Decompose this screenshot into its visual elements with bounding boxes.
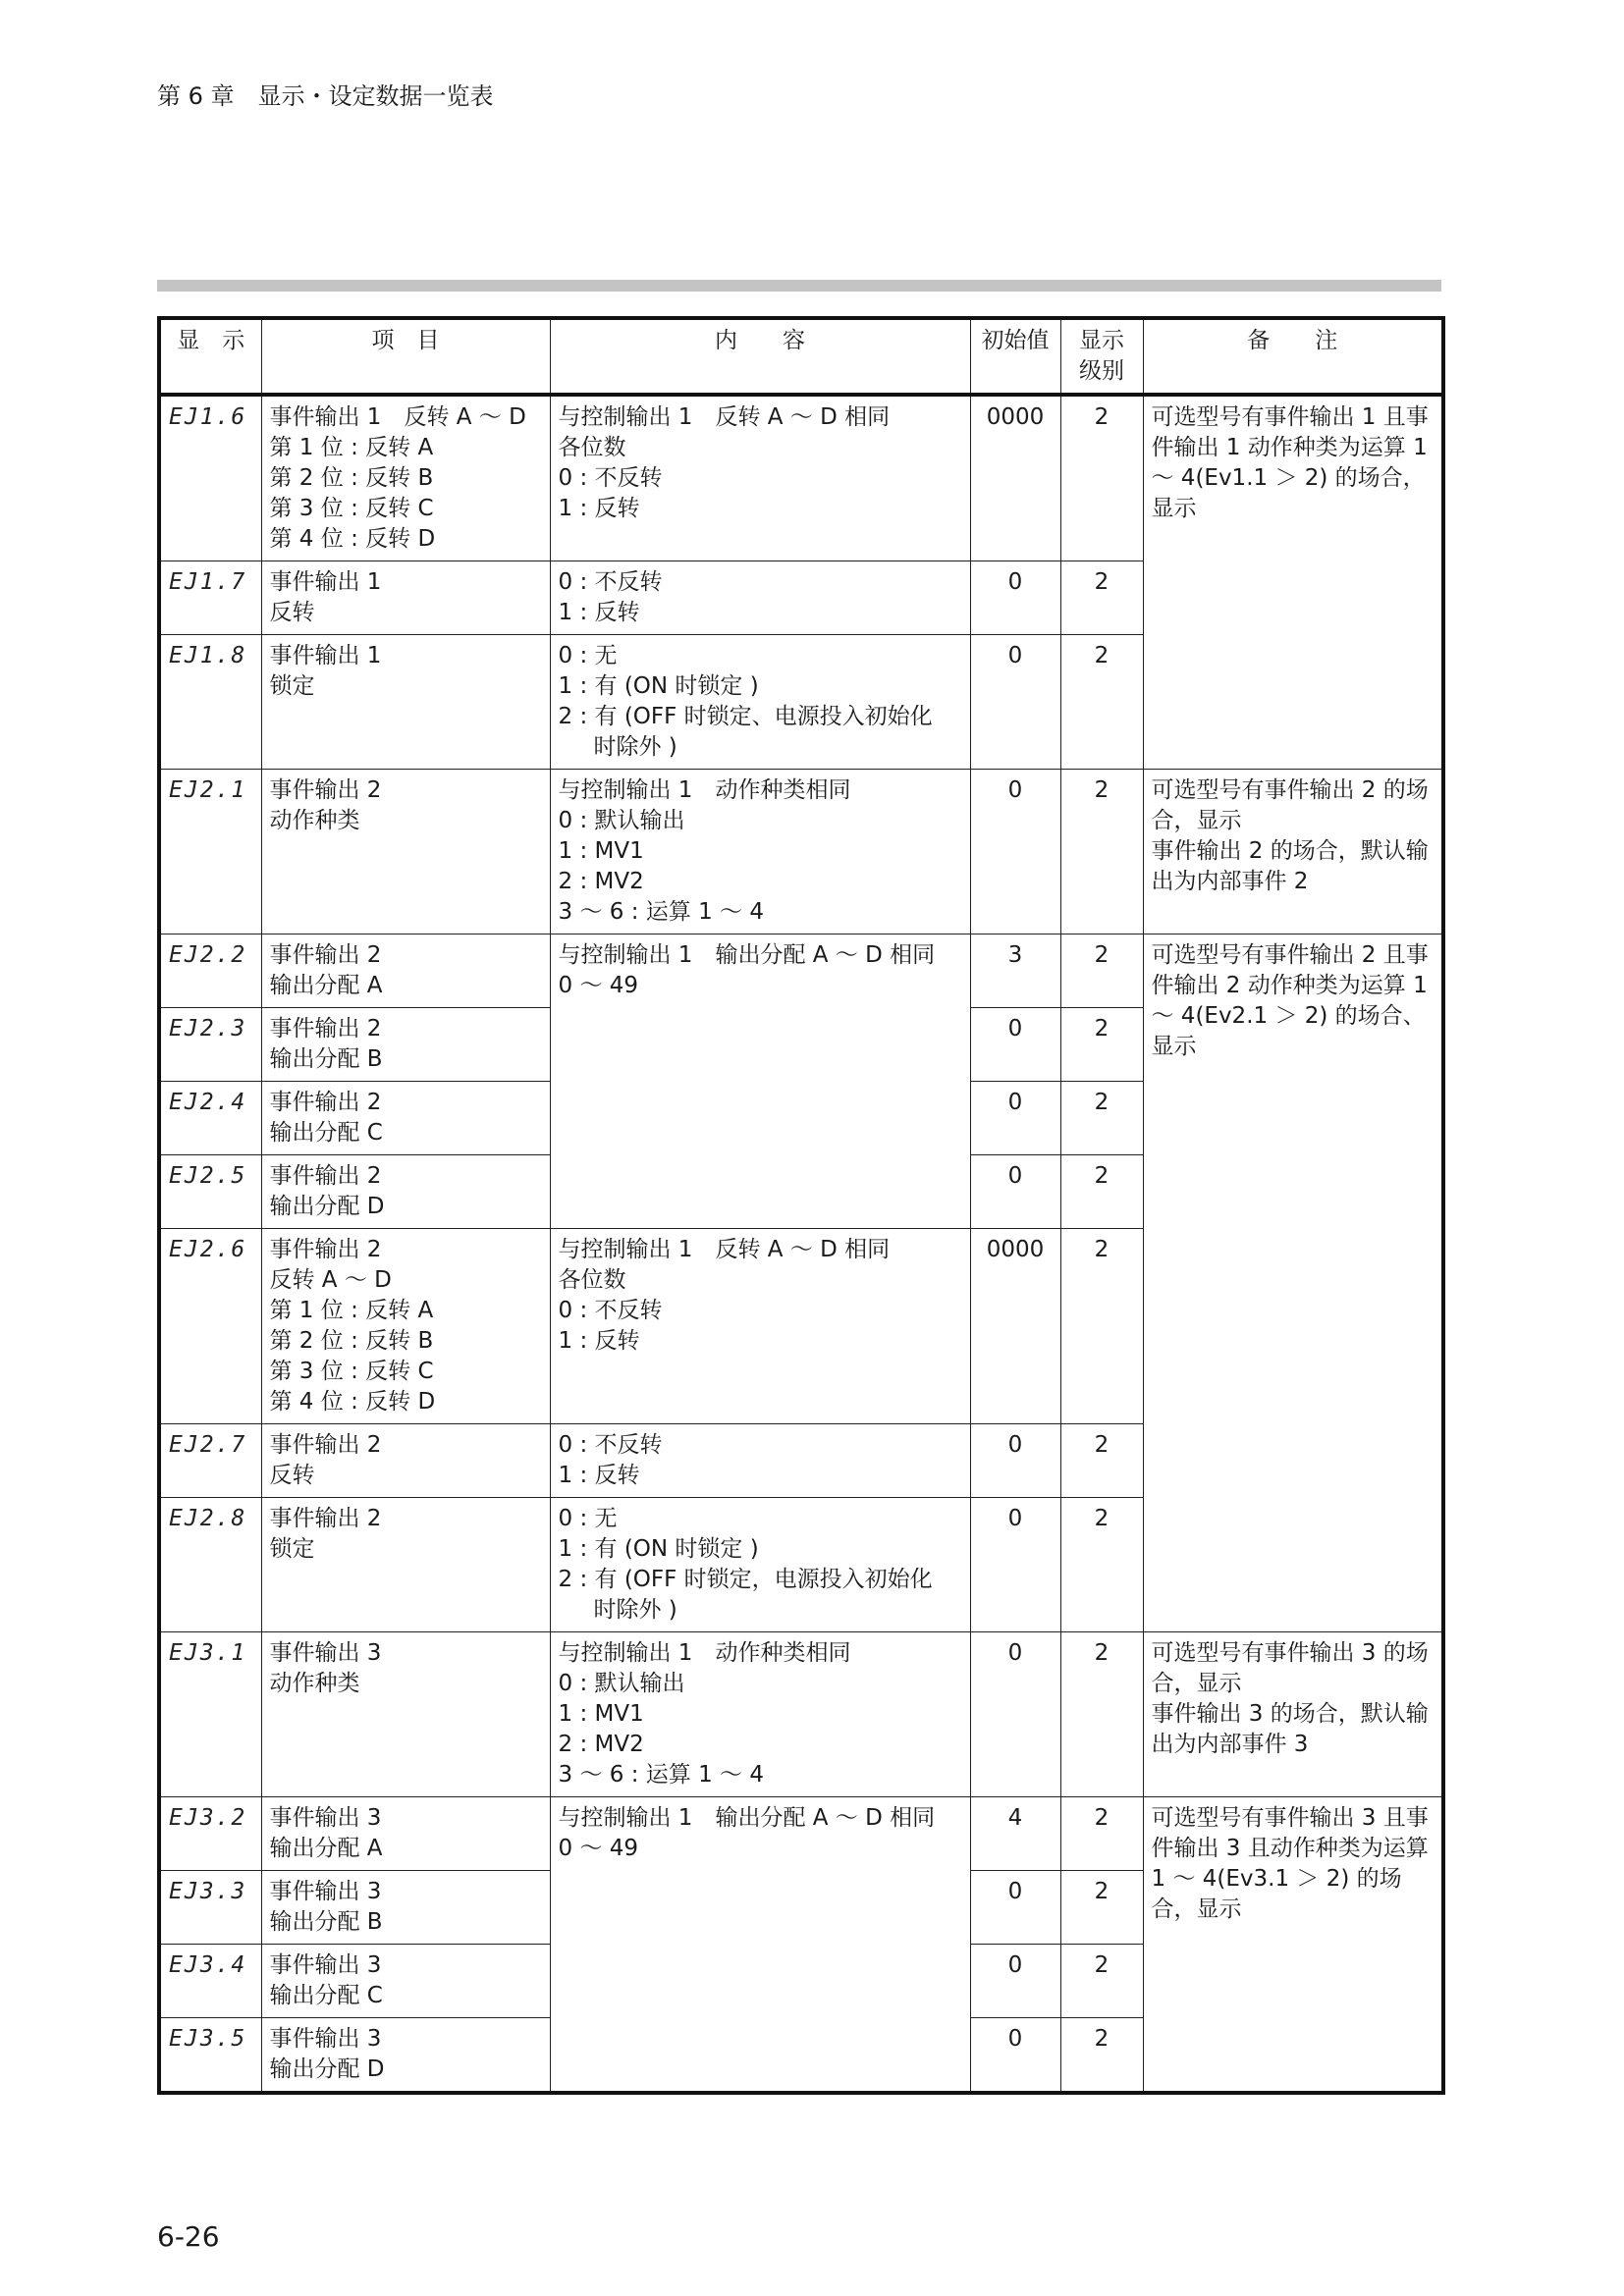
initial-value: 0 [970, 1008, 1060, 1082]
content-cell: 0 : 不反转 1 : 反转 [550, 561, 970, 635]
item-cell: 事件输出 1 反转 A ～ D 第 1 位 : 反转 A 第 2 位 : 反转 B 第 3 位 : 反转 C 第 4 位 : 反转 D [261, 395, 550, 561]
display-code: EJ2.4 [159, 1082, 261, 1155]
item-cell: 事件输出 2 输出分配 A [261, 934, 550, 1008]
table-row [159, 1632, 1443, 1797]
display-level: 2 [1060, 635, 1143, 770]
table-row [159, 770, 1443, 934]
display-code: EJ1.8 [159, 635, 261, 770]
col-header-item: 项 目 [261, 318, 550, 395]
item-cell: 事件输出 3 输出分配 A [261, 1797, 550, 1871]
table-row [159, 395, 1443, 561]
display-code: EJ2.2 [159, 934, 261, 1008]
display-level: 2 [1060, 770, 1143, 934]
content-cell: 与控制输出 1 输出分配 A ～ D 相同 0 ～ 49 [550, 1797, 970, 2094]
initial-value: 0 [970, 1498, 1060, 1632]
display-code: EJ3.5 [159, 2018, 261, 2094]
page-number: 6-26 [157, 2220, 220, 2253]
content-cell: 0 : 无 1 : 有 (ON 时锁定 ) 2 : 有 (OFF 时锁定，电源投入初始化 时除外 ) [550, 1498, 970, 1632]
item-cell: 事件输出 2 输出分配 B [261, 1008, 550, 1082]
display-level: 2 [1060, 395, 1143, 561]
display-level: 2 [1060, 1871, 1143, 1945]
initial-value: 0 [970, 1155, 1060, 1229]
item-cell: 事件输出 1 反转 [261, 561, 550, 635]
remarks-cell: 可选型号有事件输出 1 且事件输出 1 动作种类为运算 1 ～ 4(Ev1.1 ＞ 2) 的场合，显示 [1143, 395, 1443, 770]
display-level: 2 [1060, 1229, 1143, 1424]
remarks-cell: 可选型号有事件输出 3 且事件输出 3 且动作种类为运算 1 ～ 4(Ev3.1 ＞ 2) 的场合，显示 [1143, 1797, 1443, 2094]
item-cell: 事件输出 2 动作种类 [261, 770, 550, 934]
display-code: EJ3.1 [159, 1632, 261, 1797]
col-header-remarks: 备 注 [1143, 318, 1443, 395]
col-header-level: 显示 级别 [1060, 318, 1143, 395]
display-code: EJ2.8 [159, 1498, 261, 1632]
display-code: EJ2.3 [159, 1008, 261, 1082]
initial-value: 0 [970, 635, 1060, 770]
display-code: EJ3.4 [159, 1945, 261, 2018]
initial-value: 0 [970, 1424, 1060, 1498]
table-row [159, 1797, 1443, 1871]
settings-table [157, 316, 1445, 2095]
initial-value: 0 [970, 770, 1060, 934]
display-level: 2 [1060, 934, 1143, 1008]
display-code: EJ2.1 [159, 770, 261, 934]
display-code: EJ1.6 [159, 395, 261, 561]
header-divider-bar [157, 280, 1441, 292]
initial-value: 0000 [970, 395, 1060, 561]
initial-value: 4 [970, 1797, 1060, 1871]
display-level: 2 [1060, 1082, 1143, 1155]
col-header-initial: 初始值 [970, 318, 1060, 395]
content-cell: 与控制输出 1 反转 A ～ D 相同 各位数 0 : 不反转 1 : 反转 [550, 1229, 970, 1424]
item-cell: 事件输出 1 锁定 [261, 635, 550, 770]
initial-value: 0 [970, 1871, 1060, 1945]
col-header-content: 内 容 [550, 318, 970, 395]
chapter-header: 第 6 章 显示・设定数据一览表 [157, 82, 494, 110]
remarks-cell: 可选型号有事件输出 3 的场合，显示 事件输出 3 的场合，默认输出为内部事件 3 [1143, 1632, 1443, 1797]
table-row [159, 934, 1443, 1008]
display-code: EJ2.5 [159, 1155, 261, 1229]
content-cell: 与控制输出 1 动作种类相同 0 : 默认输出 1 : MV1 2 : MV2 3 ～ 6 : 运算 1 ～ 4 [550, 770, 970, 934]
display-code: EJ2.7 [159, 1424, 261, 1498]
display-level: 2 [1060, 1008, 1143, 1082]
item-cell: 事件输出 2 输出分配 C [261, 1082, 550, 1155]
display-level: 2 [1060, 1797, 1143, 1871]
initial-value: 0 [970, 1082, 1060, 1155]
display-level: 2 [1060, 1498, 1143, 1632]
item-cell: 事件输出 2 反转 A ～ D 第 1 位 : 反转 A 第 2 位 : 反转 B 第 3 位 : 反转 C 第 4 位 : 反转 D [261, 1229, 550, 1424]
display-level: 2 [1060, 1632, 1143, 1797]
initial-value: 0 [970, 1945, 1060, 2018]
display-code: EJ3.2 [159, 1797, 261, 1871]
item-cell: 事件输出 3 动作种类 [261, 1632, 550, 1797]
display-level: 2 [1060, 1424, 1143, 1498]
item-cell: 事件输出 3 输出分配 B [261, 1871, 550, 1945]
display-level: 2 [1060, 2018, 1143, 2094]
item-cell: 事件输出 3 输出分配 C [261, 1945, 550, 2018]
col-header-display: 显 示 [159, 318, 261, 395]
content-cell: 0 : 无 1 : 有 (ON 时锁定 ) 2 : 有 (OFF 时锁定、电源投入初始化 时除外 ) [550, 635, 970, 770]
content-cell: 与控制输出 1 反转 A ～ D 相同 各位数 0 : 不反转 1 : 反转 [550, 395, 970, 561]
item-cell: 事件输出 2 反转 [261, 1424, 550, 1498]
display-code: EJ1.7 [159, 561, 261, 635]
display-level: 2 [1060, 1155, 1143, 1229]
display-level: 2 [1060, 561, 1143, 635]
item-cell: 事件输出 3 输出分配 D [261, 2018, 550, 2094]
display-code: EJ3.3 [159, 1871, 261, 1945]
remarks-cell: 可选型号有事件输出 2 的场合，显示 事件输出 2 的场合，默认输出为内部事件 2 [1143, 770, 1443, 934]
initial-value: 0000 [970, 1229, 1060, 1424]
initial-value: 0 [970, 561, 1060, 635]
initial-value: 0 [970, 2018, 1060, 2094]
display-code: EJ2.6 [159, 1229, 261, 1424]
item-cell: 事件输出 2 锁定 [261, 1498, 550, 1632]
initial-value: 0 [970, 1632, 1060, 1797]
remarks-cell: 可选型号有事件输出 2 且事件输出 2 动作种类为运算 1 ～ 4(Ev2.1 ＞ 2) 的场合、显示 [1143, 934, 1443, 1632]
content-cell: 与控制输出 1 动作种类相同 0 : 默认输出 1 : MV1 2 : MV2 3 ～ 6 : 运算 1 ～ 4 [550, 1632, 970, 1797]
table-header-row [159, 318, 1443, 395]
content-cell: 0 : 不反转 1 : 反转 [550, 1424, 970, 1498]
display-level: 2 [1060, 1945, 1143, 2018]
content-cell: 与控制输出 1 输出分配 A ～ D 相同 0 ～ 49 [550, 934, 970, 1229]
initial-value: 3 [970, 934, 1060, 1008]
item-cell: 事件输出 2 输出分配 D [261, 1155, 550, 1229]
